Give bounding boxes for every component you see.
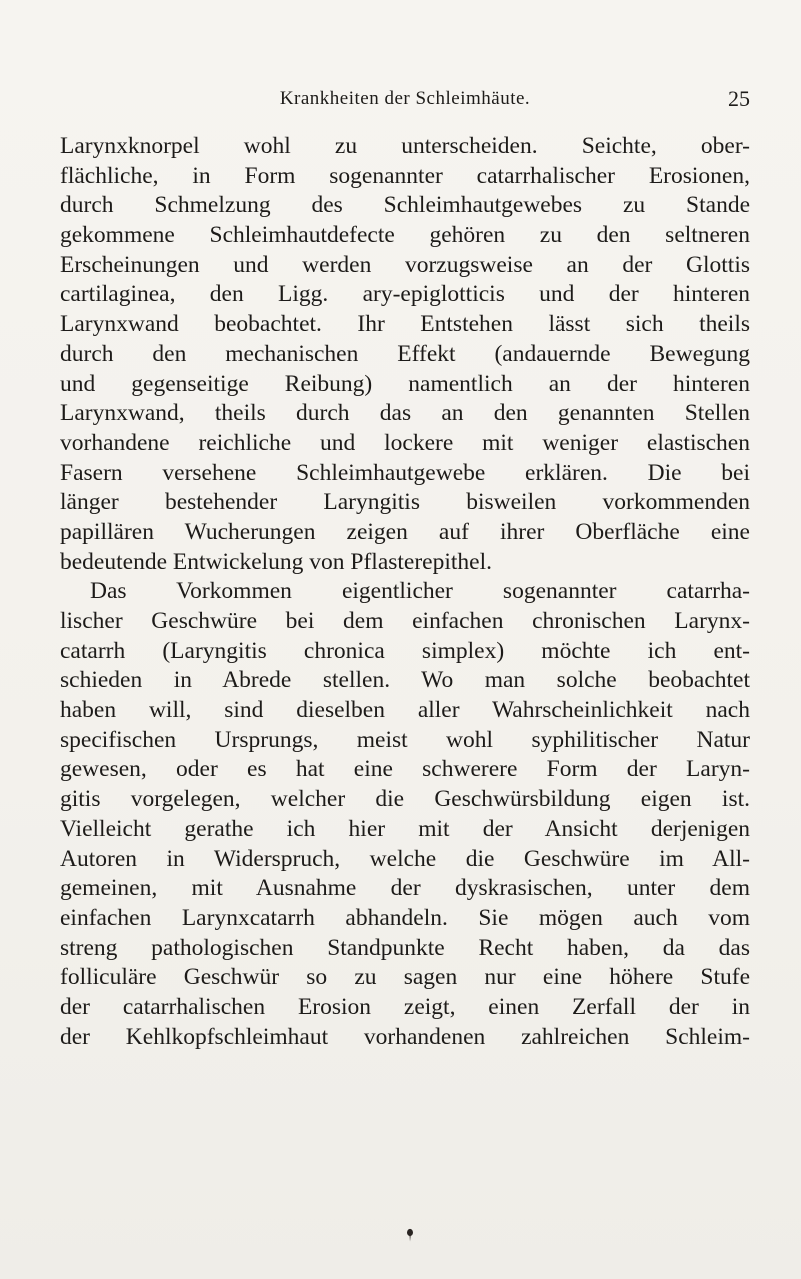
page-number: 25 bbox=[728, 86, 750, 111]
text-line: gewesen, oder es hat eine schwerere Form der Laryn- bbox=[60, 756, 750, 783]
text-line: bedeutende Entwickelung von Pflasterepithel. bbox=[60, 548, 493, 575]
text-line: Larynxknorpel wohl zu unterscheiden. Seichte, ober- bbox=[60, 133, 750, 159]
paragraph-2 bbox=[60, 577, 750, 1052]
printer-mark-icon bbox=[406, 1228, 414, 1242]
text-line: Larynxwand, theils durch das an den genannten Stellen bbox=[60, 400, 750, 427]
text-line: streng pathologischen Standpunkte Recht haben, da das bbox=[60, 934, 750, 961]
text-line: durch Schmelzung des Schleimhautgewebes zu Stande bbox=[60, 192, 750, 219]
text-line: der catarrhalischen Erosion zeigt, einen Zerfall der in bbox=[60, 993, 750, 1020]
text-line: haben will, sind dieselben aller Wahrscheinlichkeit nach bbox=[60, 697, 750, 724]
text-line: länger bestehender Laryngitis bisweilen vorkommenden bbox=[60, 489, 750, 516]
text-line: lischer Geschwüre bei dem einfachen chronischen Larynx- bbox=[60, 608, 750, 634]
text-line: Larynxwand beobachtet. Ihr Entstehen lässt sich theils bbox=[60, 311, 750, 338]
text-line: Fasern versehene Schleimhautgewebe erklären. Die bei bbox=[60, 459, 750, 486]
text-line: Erscheinungen und werden vorzugsweise an der Glottis bbox=[60, 251, 750, 278]
text-line: einfachen Larynxcatarrh abhandeln. Sie mögen auch vom bbox=[60, 904, 750, 931]
text-line: vorhandene reichliche und lockere mit weniger elastischen bbox=[60, 429, 750, 456]
text-line: gemeinen, mit Ausnahme der dyskrasischen, unter dem bbox=[60, 875, 750, 902]
text-line: specifischen Ursprungs, meist wohl syphilitischer Natur bbox=[60, 726, 750, 753]
text-line: Autoren in Widerspruch, welche die Geschwüre im All- bbox=[60, 845, 750, 872]
text-line: schieden in Abrede stellen. Wo man solche beobachtet bbox=[60, 667, 750, 694]
text-line: gekommene Schleimhautdefecte gehören zu den seltneren bbox=[60, 222, 750, 249]
text-line: folliculäre Geschwür so zu sagen nur eine höhere Stufe bbox=[60, 964, 750, 991]
running-head: Krankheiten der Schleimhäute. bbox=[279, 88, 531, 109]
body-text bbox=[60, 132, 750, 1052]
text-line: Das Vorkommen eigentlicher sogenannter catarrha- bbox=[90, 578, 750, 605]
text-line: Vielleicht gerathe ich hier mit der Ansicht derjenigen bbox=[60, 815, 750, 842]
text-line: der Kehlkopfschleimhaut vorhandenen zahlreichen Schleim- bbox=[60, 1023, 750, 1050]
text-line: flächliche, in Form sogenannter catarrhalischer Erosionen, bbox=[60, 162, 750, 189]
text-line: gitis vorgelegen, welcher die Geschwürsbildung eigen ist. bbox=[60, 786, 750, 813]
text-line: durch den mechanischen Effekt (andauernde Bewegung bbox=[60, 340, 750, 367]
text-line: und gegenseitige Reibung) namentlich an der hinteren bbox=[60, 370, 750, 397]
text-line: papillären Wucherungen zeigen auf ihrer Oberfläche eine bbox=[60, 518, 750, 545]
text-line: cartilaginea, den Ligg. ary-epiglotticis und der hinteren bbox=[60, 281, 750, 308]
page-header bbox=[60, 82, 750, 116]
text-line: catarrh (Laryngitis chronica simplex) möchte ich ent- bbox=[60, 637, 750, 664]
paragraph-1 bbox=[60, 132, 750, 577]
